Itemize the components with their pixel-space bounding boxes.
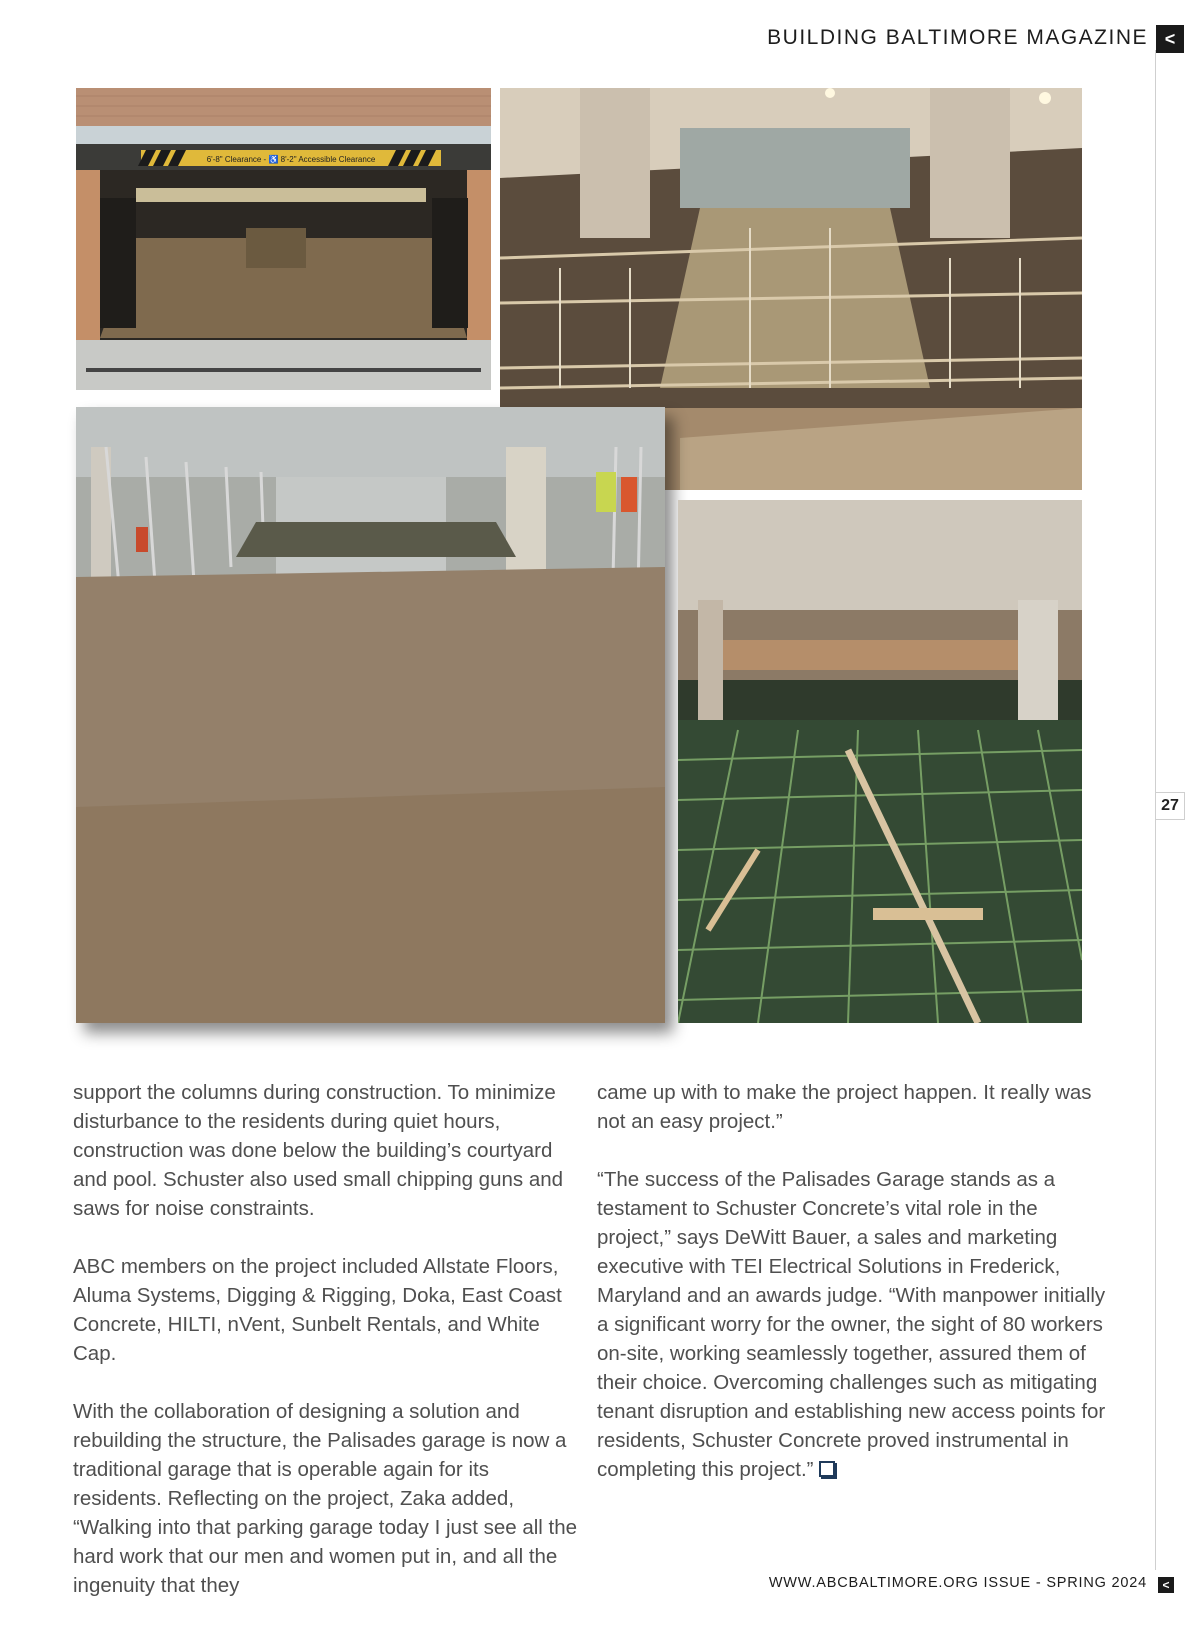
article-paragraph: support the columns during construction. To minimize disturbance to the residents during quiet hours, construction was done below the building’s courtyard and pool. Schuster also used small chipping guns and saws for noise constraints. [73,1081,564,1220]
end-mark-icon [819,1461,835,1477]
clearance-sign-text: 6'-8" Clearance - ♿ 8'-2" Accessible Clearance [206,155,376,164]
article-paragraph: came up with to make the project happen. It really was not an easy project.” [597,1081,1092,1133]
magazine-title: BUILDING BALTIMORE MAGAZINE [767,26,1148,49]
footer-text: WWW.ABCBALTIMORE.ORG ISSUE - SPRING 2024 [768,1575,1147,1591]
footer-back-nav-button[interactable]: < [1158,1577,1174,1593]
article-paragraph-text: “The success of the Palisades Garage stands as a testament to Schuster Concrete’s vital role in the project,” says DeWitt Bauer, a sales and marketing executive with TEI Electrical Solutions in Frederick, Maryland and an awards judge. “With manpower initially a significant worry for the owner, the sight of 80 workers on-site, working seamlessly together, assured them of their choice. Overcoming challenges such as mitigating tenant disruption and establishing new access points for residents, Schuster Concrete proved instrumental in completing this project.” [597,1168,1106,1481]
article-paragraph [597,1165,1107,1484]
garage-entrance-photo [76,88,491,390]
article-paragraph: ABC members on the project included Allstate Floors, Aluma Systems, Digging & Rigging, Doka, East Coast Concrete, HILTI, nVent, Sunbelt Rentals, and White Cap. [73,1255,562,1365]
back-nav-button[interactable]: < [1156,25,1184,53]
article-paragraph: With the collaboration of designing a solution and rebuilding the structure, the Palisades garage is now a traditional garage that is operable again for its residents. Reflecting on the project, Zaka added, “Walking into that parking garage today I just see all the hard work that our men and women put in, and all the ingenuity that they [73,1400,578,1597]
rebar-mat-photo [678,500,1082,1023]
article-column-right [597,1078,1107,1513]
new-slab-photo [76,407,665,1023]
page-number: 27 [1155,792,1185,820]
article-column-left [73,1078,578,1629]
